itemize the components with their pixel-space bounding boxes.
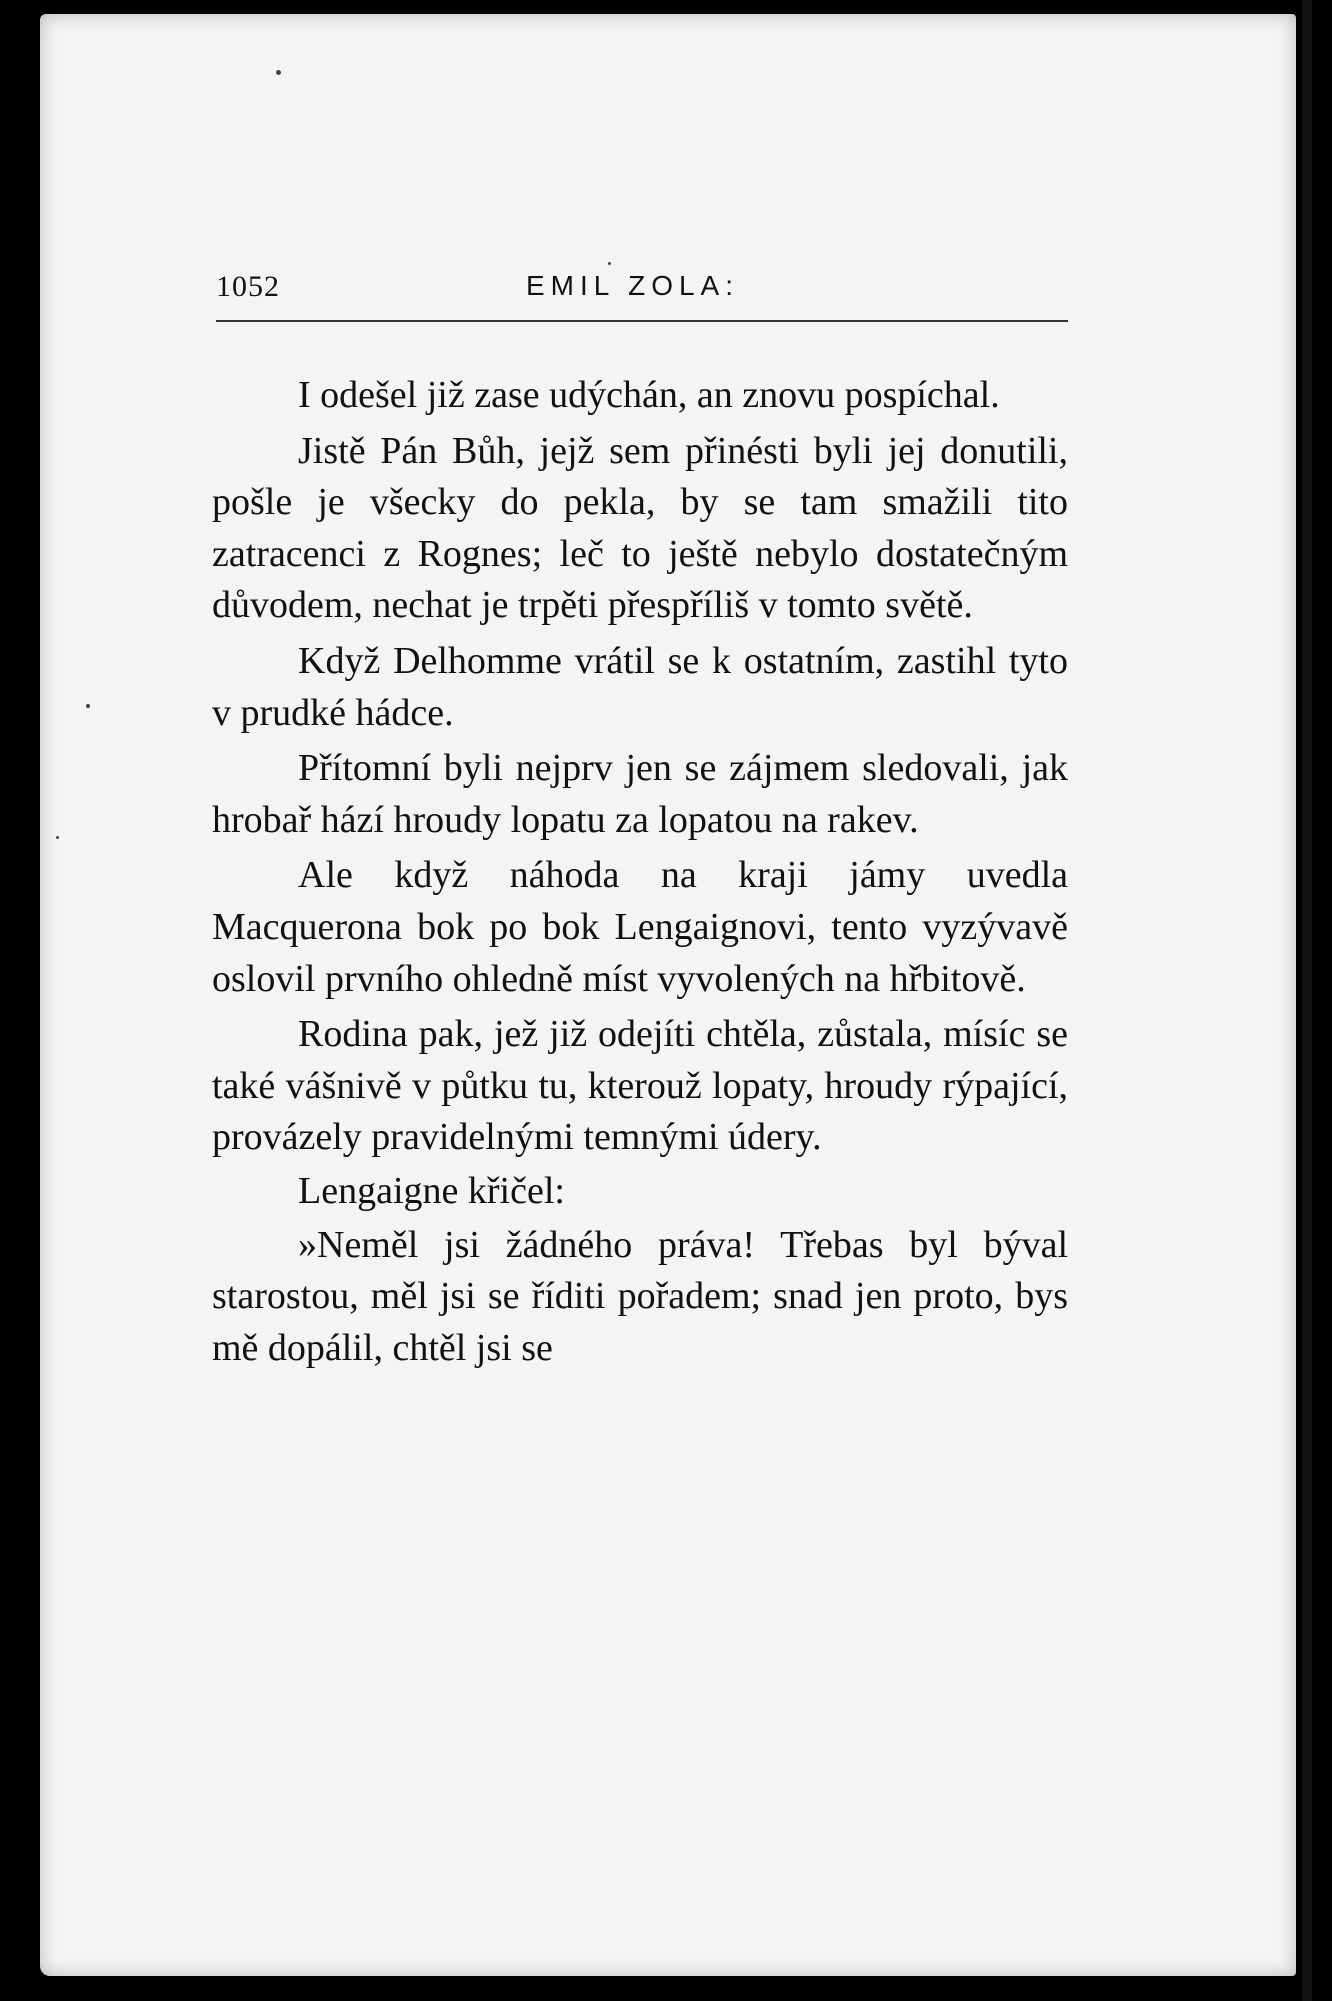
paragraph: Lengaigne křičel: xyxy=(298,1169,565,1212)
paragraph: Přítomní byli nejprv jen se zájmem sledovali, jak hrobař hází hroudy lopatu za lopatou na rakev. xyxy=(212,747,1068,841)
page-header xyxy=(216,268,1066,314)
body-text xyxy=(212,370,1068,1376)
header-rule xyxy=(216,320,1068,322)
paragraph: »Neměl jsi žádného práva! Třebas byl býval starostou, měl jsi se říditi pořadem; snad jen proto, bys mě dopálil, chtěl jsi se xyxy=(212,1223,1068,1369)
running-head: EMIL ZOLA: xyxy=(526,270,740,301)
paragraph: I odešel již zase udýchán, an znovu pospíchal. xyxy=(298,374,1000,416)
paper-speck xyxy=(276,70,281,75)
paragraph: Ale když náhoda na kraji jámy uvedla Macquerona bok po bok Lengaignovi, tento vyzývavě oslovil prvního ohledně míst vyvolených na hřbitově. xyxy=(212,854,1068,1000)
paragraph: Jistě Pán Bůh, jejž sem přinésti byli jej donutili, pošle je všecky do pekla, by se tam smažili tito zatracenci z Rognes; leč to ještě nebylo dostatečným důvodem, nechat je trpěti přespříliš v tomto světě. xyxy=(212,429,1068,627)
paper-speck xyxy=(608,262,611,265)
paragraph: Když Delhomme vrátil se k ostatním, zastihl tyto v prudké hádce. xyxy=(212,639,1068,734)
paragraph: Rodina pak, jež již odejíti chtěla, zůstala, mísíc se také vášnivě v půtku tu, kterouž lopaty, hroudy rýpající, provázely pravidelnými temnými údery. xyxy=(212,1013,1068,1159)
paper-speck xyxy=(56,836,59,839)
paper-speck xyxy=(86,704,90,708)
scan-edge xyxy=(1302,0,1312,2001)
page-number: 1052 xyxy=(216,270,280,303)
